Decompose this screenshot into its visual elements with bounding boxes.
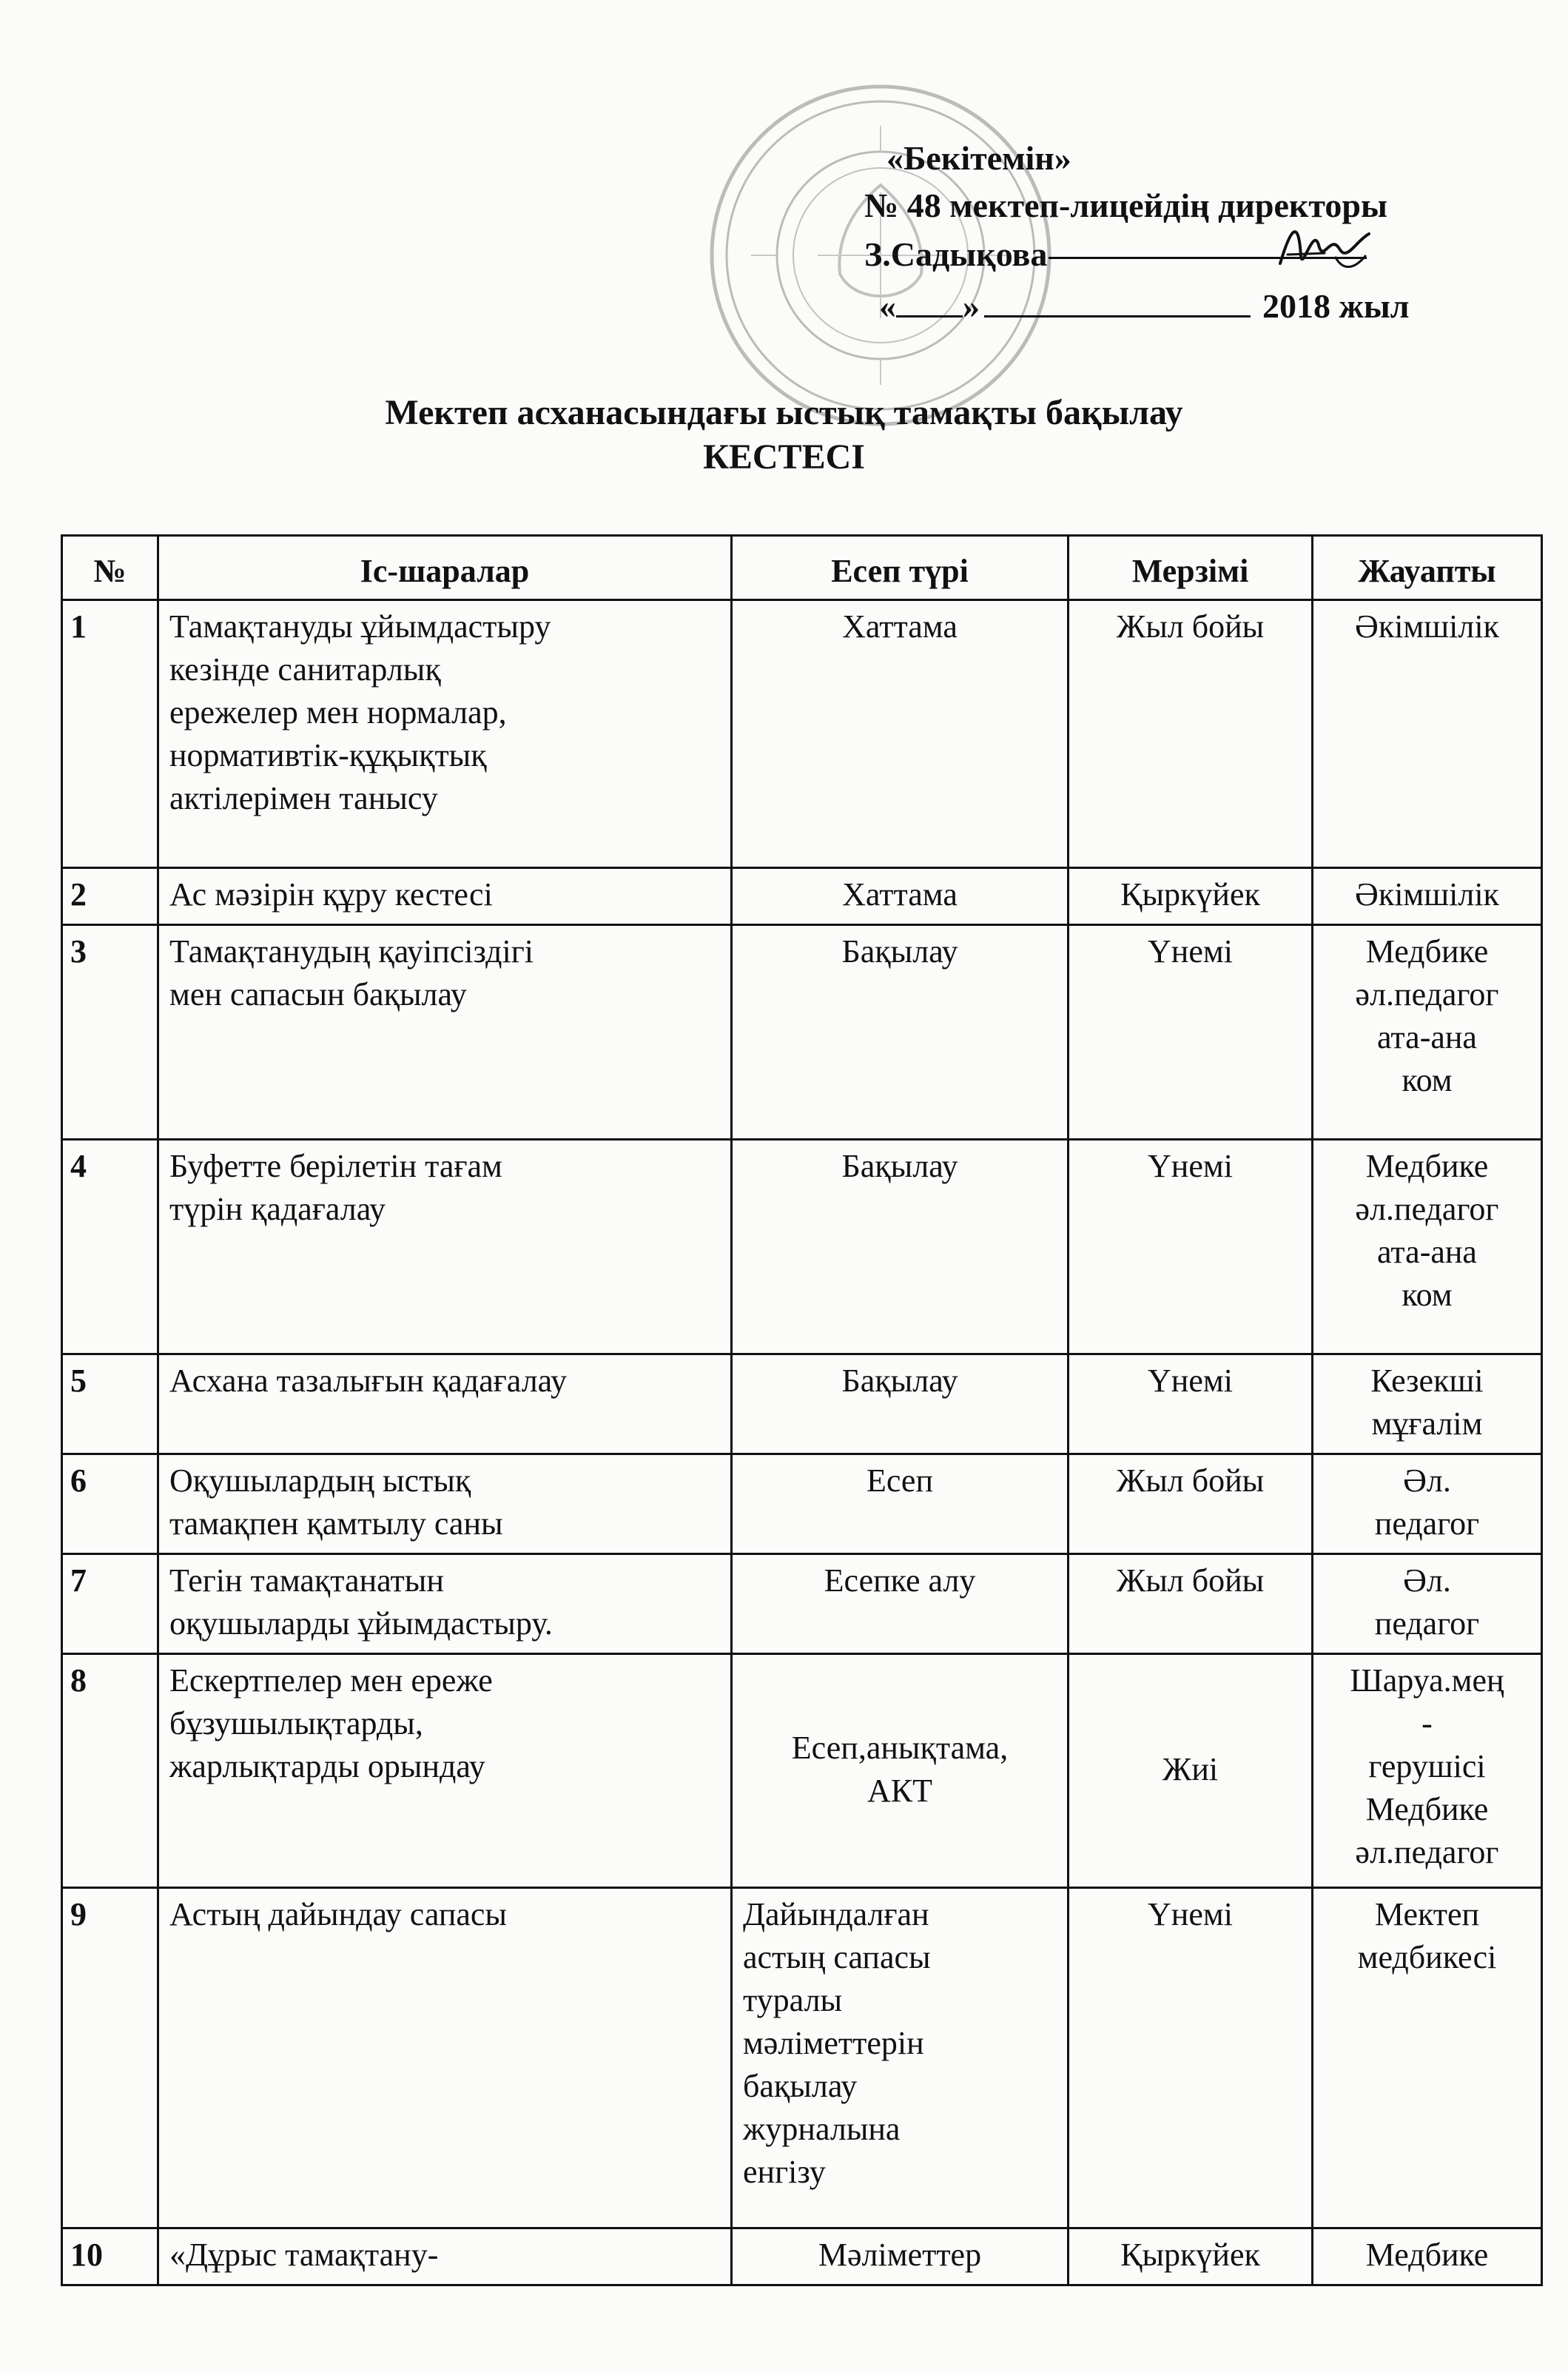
row-responsible-line: Әкімшілік: [1355, 608, 1499, 645]
row-report-type: [732, 1888, 1069, 2228]
row-activity: [158, 600, 732, 868]
date-open-quote: «: [879, 287, 896, 325]
row-report-type-line: Мәліметтер: [818, 2237, 982, 2273]
row-number-line: 10: [70, 2237, 103, 2273]
row-term: [1069, 600, 1313, 868]
header-report-type: Есеп түрі: [732, 536, 1069, 600]
row-activity-line: Оқушылардың ыстық: [169, 1462, 471, 1499]
date-month-blank: [984, 315, 1251, 318]
row-term-line: Үнемі: [1148, 1896, 1233, 1932]
row-report-type: [732, 600, 1069, 868]
row-term-line: Қыркүйек: [1120, 2237, 1260, 2273]
row-activity-line: Астың дайындау сапасы: [169, 1896, 507, 1932]
table-row: [62, 925, 1542, 1140]
row-report-type: [732, 1354, 1069, 1454]
header-number: №: [62, 536, 158, 600]
row-responsible-line: Медбике: [1365, 1148, 1489, 1184]
row-number-line: 6: [70, 1462, 87, 1499]
row-activity: [158, 1354, 732, 1454]
header-activities: Іс-шаралар: [158, 536, 732, 600]
table-row: [62, 600, 1542, 868]
row-responsible-line: Медбике: [1365, 2237, 1489, 2273]
table-row: [62, 1140, 1542, 1354]
table-header-row: [62, 536, 1542, 600]
row-term-line: Жиі: [1162, 1750, 1219, 1787]
table-row: [62, 2228, 1542, 2285]
row-responsible: [1313, 1554, 1542, 1654]
row-report-type: [732, 1654, 1069, 1888]
row-report-type-line: Бақылау: [841, 933, 958, 970]
row-responsible-line: Кезекші: [1370, 1363, 1484, 1399]
row-responsible-line: мұғалім: [1371, 1405, 1483, 1442]
row-number: [62, 600, 158, 868]
row-term: [1069, 1554, 1313, 1654]
row-responsible-line: педагог: [1374, 1605, 1480, 1642]
row-activity: [158, 868, 732, 925]
row-responsible-line: ком: [1402, 1277, 1453, 1313]
row-activity-line: ережелер мен нормалар,: [169, 694, 507, 730]
row-responsible-line: медбикесі: [1357, 1939, 1497, 1975]
row-activity-line: Тамақтануды ұйымдастыру: [169, 608, 551, 645]
row-term: [1069, 868, 1313, 925]
table-row: [62, 1888, 1542, 2228]
row-responsible-line: Медбике: [1365, 933, 1489, 970]
row-report-type-line: астың сапасы: [743, 1939, 931, 1975]
table-row: [62, 868, 1542, 925]
row-report-type-line: Бақылау: [841, 1148, 958, 1184]
table-row: [62, 1354, 1542, 1454]
row-report-type-line: Дайындалған: [743, 1896, 929, 1932]
row-term-line: Үнемі: [1148, 1148, 1233, 1184]
row-term: [1069, 1888, 1313, 2228]
row-responsible: [1313, 925, 1542, 1140]
row-report-type: [732, 1554, 1069, 1654]
director-signature: [1273, 212, 1376, 286]
row-report-type-line: Хаттама: [842, 876, 958, 913]
row-activity-line: Буфетте берілетін тағам: [169, 1148, 502, 1184]
row-activity-line: актілерімен танысу: [169, 780, 438, 816]
row-activity: [158, 1654, 732, 1888]
date-day-blank: [896, 315, 963, 318]
row-report-type: [732, 1454, 1069, 1554]
row-activity-line: мен сапасын бақылау: [169, 976, 467, 1012]
row-number: [62, 2228, 158, 2285]
row-responsible-line: -: [1421, 1705, 1433, 1741]
row-number: [62, 925, 158, 1140]
approval-date: [864, 286, 1530, 327]
row-responsible-line: Әкімшілік: [1355, 876, 1499, 913]
table-row: [62, 1454, 1542, 1554]
row-activity-line: бұзушылықтарды,: [169, 1705, 423, 1741]
header-responsible: Жауапты: [1313, 536, 1542, 600]
row-number: [62, 1354, 158, 1454]
row-activity-line: нормативтік-құқықтық: [169, 737, 487, 773]
row-responsible: [1313, 868, 1542, 925]
row-number-line: 9: [70, 1896, 87, 1932]
row-activity-line: «Дұрыс тамақтану-: [169, 2237, 439, 2273]
row-number: [62, 1140, 158, 1354]
row-activity-line: Ас мәзірін құру кестесі: [169, 876, 493, 913]
row-responsible: [1313, 1354, 1542, 1454]
row-responsible-line: Мектеп: [1374, 1896, 1480, 1932]
table-row: [62, 1554, 1542, 1654]
row-report-type-line: Есеп: [866, 1462, 934, 1499]
row-term: [1069, 925, 1313, 1140]
row-responsible-line: Шаруа.мең: [1350, 1662, 1504, 1699]
row-activity: [158, 1140, 732, 1354]
row-report-type-line: Хаттама: [842, 608, 958, 645]
row-report-type: [732, 2228, 1069, 2285]
row-activity: [158, 925, 732, 1140]
row-report-type: [732, 925, 1069, 1140]
row-report-type-line: журналына: [743, 2111, 901, 2147]
row-responsible-line: Әл.: [1403, 1462, 1451, 1499]
approval-director-name: [864, 234, 1530, 275]
row-number-line: 2: [70, 876, 87, 913]
row-responsible: [1313, 600, 1542, 868]
row-activity: [158, 1888, 732, 2228]
approval-position: № 48 мектеп-лицейдің директоры: [864, 187, 1387, 224]
row-number-line: 7: [70, 1562, 87, 1599]
row-term: [1069, 1140, 1313, 1354]
approval-year: 2018 жыл: [1262, 287, 1410, 325]
row-responsible-line: ата-ана: [1377, 1019, 1477, 1055]
date-close-quote: »: [963, 287, 980, 325]
row-activity-line: жарлықтарды орындау: [169, 1748, 485, 1784]
row-number: [62, 868, 158, 925]
row-term: [1069, 1454, 1313, 1554]
row-report-type-line: Бақылау: [841, 1363, 958, 1399]
row-number: [62, 1554, 158, 1654]
row-responsible: [1313, 1654, 1542, 1888]
row-number: [62, 1654, 158, 1888]
row-activity-line: оқушыларды ұйымдастыру.: [169, 1605, 553, 1642]
row-responsible-line: Медбике: [1365, 1791, 1489, 1827]
row-report-type-line: бақылау: [743, 2068, 858, 2104]
row-report-type-line: Есепке алу: [824, 1562, 976, 1599]
row-number-line: 5: [70, 1363, 87, 1399]
row-term-line: Қыркүйек: [1120, 876, 1260, 913]
table-body: [62, 600, 1542, 2285]
row-activity: [158, 1554, 732, 1654]
row-activity: [158, 2228, 732, 2285]
row-responsible: [1313, 2228, 1542, 2285]
row-responsible-line: әл.педагог: [1355, 1834, 1499, 1870]
approval-block: [864, 138, 1530, 327]
row-responsible-line: әл.педагог: [1355, 1191, 1499, 1227]
table-row: [62, 1654, 1542, 1888]
row-activity-line: Ескертпелер мен ереже: [169, 1662, 493, 1699]
row-report-type: [732, 1140, 1069, 1354]
row-report-type-line: Есеп,анықтама,: [791, 1729, 1009, 1766]
row-number-line: 8: [70, 1662, 87, 1699]
row-responsible-line: Әл.: [1403, 1562, 1451, 1599]
document-subtitle: КЕСТЕСІ: [703, 437, 865, 477]
row-report-type-line: АКТ: [867, 1772, 932, 1809]
control-schedule-table: [61, 534, 1543, 2286]
row-responsible-line: педагог: [1374, 1505, 1480, 1542]
row-responsible: [1313, 1454, 1542, 1554]
row-term: [1069, 2228, 1313, 2285]
header-term: Мерзімі: [1069, 536, 1313, 600]
row-activity-line: тамақпен қамтылу саны: [169, 1505, 503, 1542]
row-activity-line: Асхана тазалығын қадағалау: [169, 1363, 567, 1399]
row-report-type-line: мәліметтерін: [743, 2025, 924, 2061]
row-report-type-line: туралы: [743, 1982, 843, 2018]
row-responsible: [1313, 1140, 1542, 1354]
row-report-type: [732, 868, 1069, 925]
row-activity: [158, 1454, 732, 1554]
row-number-line: 1: [70, 608, 87, 645]
row-number: [62, 1454, 158, 1554]
row-term: [1069, 1654, 1313, 1888]
row-activity-line: Тегін тамақтанатын: [169, 1562, 444, 1599]
row-activity-line: Тамақтанудың қауіпсіздігі: [169, 933, 534, 970]
row-responsible: [1313, 1888, 1542, 2228]
row-number-line: 3: [70, 933, 87, 970]
document-title: Мектеп асханасындағы ыстық тамақты бақылау: [385, 393, 1183, 432]
row-term-line: Жыл бойы: [1116, 608, 1265, 645]
row-term-line: Үнемі: [1148, 933, 1233, 970]
row-term-line: Жыл бойы: [1116, 1462, 1265, 1499]
row-responsible-line: герушісі: [1368, 1748, 1486, 1784]
row-activity-line: кезінде санитарлық: [169, 651, 441, 688]
row-responsible-line: әл.педагог: [1355, 976, 1499, 1012]
row-report-type-line: енгізу: [743, 2154, 826, 2190]
row-number-line: 4: [70, 1148, 87, 1184]
director-name: З.Садықова: [864, 235, 1048, 273]
row-activity-line: түрін қадағалау: [169, 1191, 386, 1227]
row-term: [1069, 1354, 1313, 1454]
row-responsible-line: ком: [1402, 1062, 1453, 1098]
row-responsible-line: ата-ана: [1377, 1234, 1477, 1270]
row-term-line: Жыл бойы: [1116, 1562, 1265, 1599]
approval-heading: «Бекітемін»: [886, 139, 1071, 177]
row-number: [62, 1888, 158, 2228]
row-term-line: Үнемі: [1148, 1363, 1233, 1399]
